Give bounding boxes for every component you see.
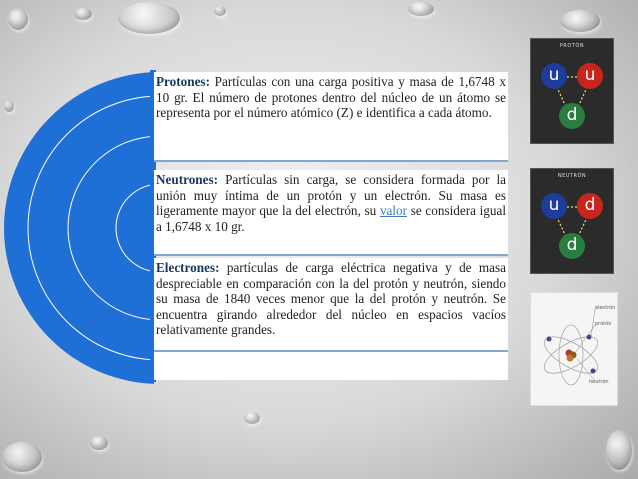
electrones-text: partículas de carga eléctrica negativa y de masa despreciable en comparación con la del protón y neutrón, siendo su masa de 1840 veces menor que la del protón y neutrón. Se encuentra girando alrededor del núcleo en espacios vacíos relativamente grandes.: [156, 260, 506, 338]
quark-d-icon: d: [559, 103, 585, 129]
atom-image: [530, 292, 618, 406]
quark-u-icon: u: [541, 193, 567, 219]
quark-u-icon: u: [577, 63, 603, 89]
atom-label-electron: electrón: [595, 305, 616, 311]
proton-title: PROTÓN: [559, 43, 585, 49]
separator: [154, 160, 508, 162]
quark-d-icon: d: [559, 233, 585, 259]
bottom-box: [154, 352, 508, 380]
neutrones-text: Partículas sin carga, se considera formada por la unión muy íntima de un protón y un electrón. Su masa es ligeramente mayor que la del electrón, su: [156, 172, 506, 219]
neutrones-term: Neutrones:: [156, 172, 219, 187]
quark-u-icon: u: [541, 63, 567, 89]
protones-box: [154, 72, 508, 160]
neutron-image: [530, 168, 614, 274]
neutron-title: NEUTRÓN: [557, 173, 587, 179]
protones-text: Partículas con una carga positiva y masa de 1,6748 x 10 gr. El número de protones dentro del núcleo de un átomo se representa por el número atómico (Z) e identifica a cada átomo.: [156, 74, 506, 121]
neutrones-box: [154, 170, 508, 254]
atom-label-proton: protón: [595, 321, 612, 327]
valor-link[interactable]: valor: [379, 203, 408, 219]
atom-label-neutron: neutrón: [589, 379, 609, 385]
atom-icon: [531, 293, 617, 405]
electrones-box: [154, 258, 508, 350]
proton-image: [530, 38, 614, 144]
separator: [154, 254, 508, 256]
neutrones-text-end: se considera igual a 1,6748 x 10 gr.: [156, 203, 507, 234]
quark-d-icon: d: [577, 193, 603, 219]
electrones-term: Electrones:: [156, 260, 220, 275]
protones-term: Protones:: [156, 74, 210, 89]
